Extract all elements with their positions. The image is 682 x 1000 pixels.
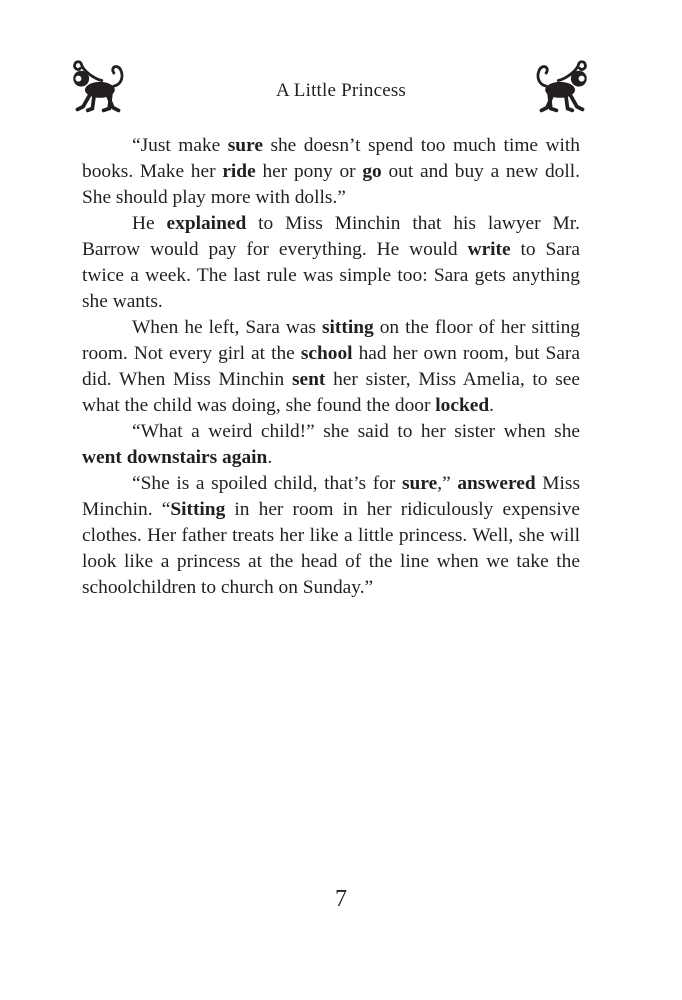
paragraph: “She is a spoiled child, that’s for sure,” answered Miss Minchin. “Sitting in her room in her ridiculously expensive clothes. Her father treats her like a little princess. Well, she will look like a princess at the head of the line when we take the schoolchildren to church on Sunday.” [82,473,581,598]
bold-word: sure [227,135,263,156]
paragraph: He explained to Miss Minchin that his lawyer Mr. Barrow would pay for everything. He would write to Sara twice a week. The last rule was simple too: Sara gets anything she wants. [82,213,581,312]
page-number: 7 [335,886,347,912]
paragraph: “Just make sure she doesn’t spend too much time with books. Make her ride her pony or go out and buy a new doll. She should play more with dolls.” [82,135,580,208]
bold-word: ride [222,161,256,182]
body-text [82,133,580,601]
bold-word: Sitting [170,499,226,520]
bold-word: sent [291,369,326,390]
bold-word: sure [402,473,438,494]
paragraph: When he left, Sara was sitting on the floor of her sitting room. Not every girl at the school had her own room, but Sara did. When Miss Minchin sent her sister, Miss Amelia, to see what the child was doing, she found the door locked. [82,317,580,416]
bold-word: go [362,161,382,182]
paragraph: “What a weird child!” she said to her sister when she went downstairs again. [82,421,580,468]
bold-word: explained [166,213,247,234]
bold-word: went downstairs again [82,447,268,468]
bold-word: locked [435,395,490,416]
monkey-icon [534,60,590,116]
bold-word: sitting [322,317,374,338]
bold-word: school [300,343,353,364]
bold-word: answered [457,473,536,494]
running-title: A Little Princess [275,80,407,101]
bold-word: write [467,239,511,260]
page-header [0,60,682,120]
